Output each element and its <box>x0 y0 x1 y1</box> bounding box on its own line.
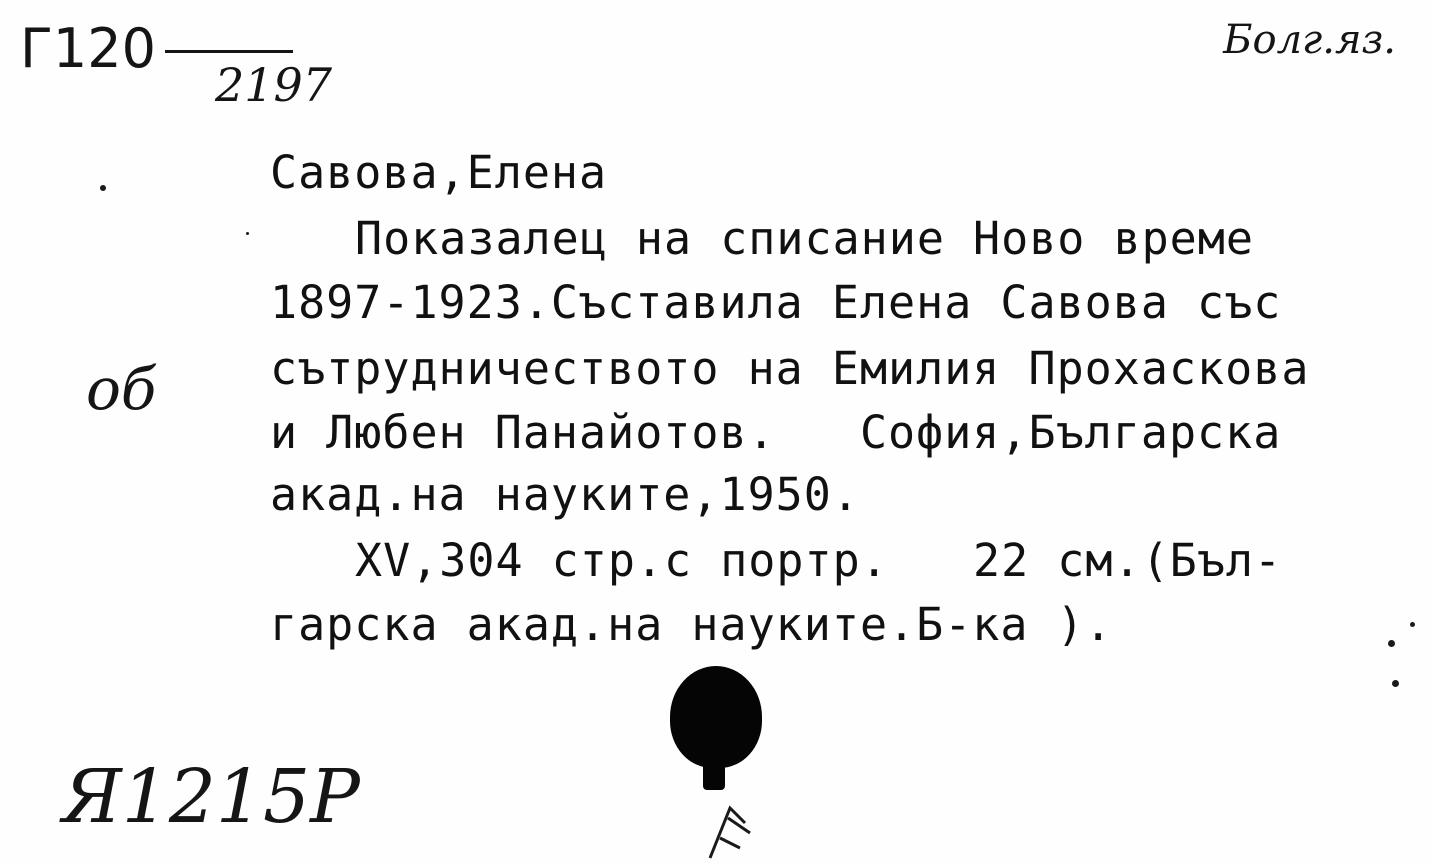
call-number-bottom: 2197 <box>215 58 333 112</box>
entry-heading: Савова,Елена <box>270 146 608 199</box>
ink-speck <box>100 185 106 191</box>
accession-number: Я1215Р <box>62 754 360 840</box>
punch-hole-stem <box>703 760 725 790</box>
scratch-mark <box>700 788 760 866</box>
entry-line: XV,304 стр.с портр. 22 см.(Бъл- <box>355 534 1283 587</box>
punch-hole <box>670 666 762 768</box>
margin-mark: об <box>86 355 157 423</box>
call-number-divider <box>165 50 293 53</box>
ink-speck <box>1410 622 1415 627</box>
entry-line: Показалец на списание Ново време <box>355 212 1254 265</box>
ink-speck <box>1392 680 1399 687</box>
entry-line: сътрудничеството на Емилия Прохаскова <box>270 342 1310 395</box>
call-number-top: Г120 <box>20 17 157 80</box>
entry-line: и Любен Панайотов. София,Българска <box>270 406 1282 459</box>
entry-line: акад.на науките,1950. <box>270 468 860 521</box>
language-note: Болг.яз. <box>1223 17 1396 63</box>
entry-line: 1897-1923.Съставила Елена Савова със <box>270 276 1282 329</box>
entry-line: гарска акад.на науките.Б-ка ). <box>270 598 1113 651</box>
ink-speck <box>1388 640 1395 647</box>
ink-speck <box>246 232 249 235</box>
